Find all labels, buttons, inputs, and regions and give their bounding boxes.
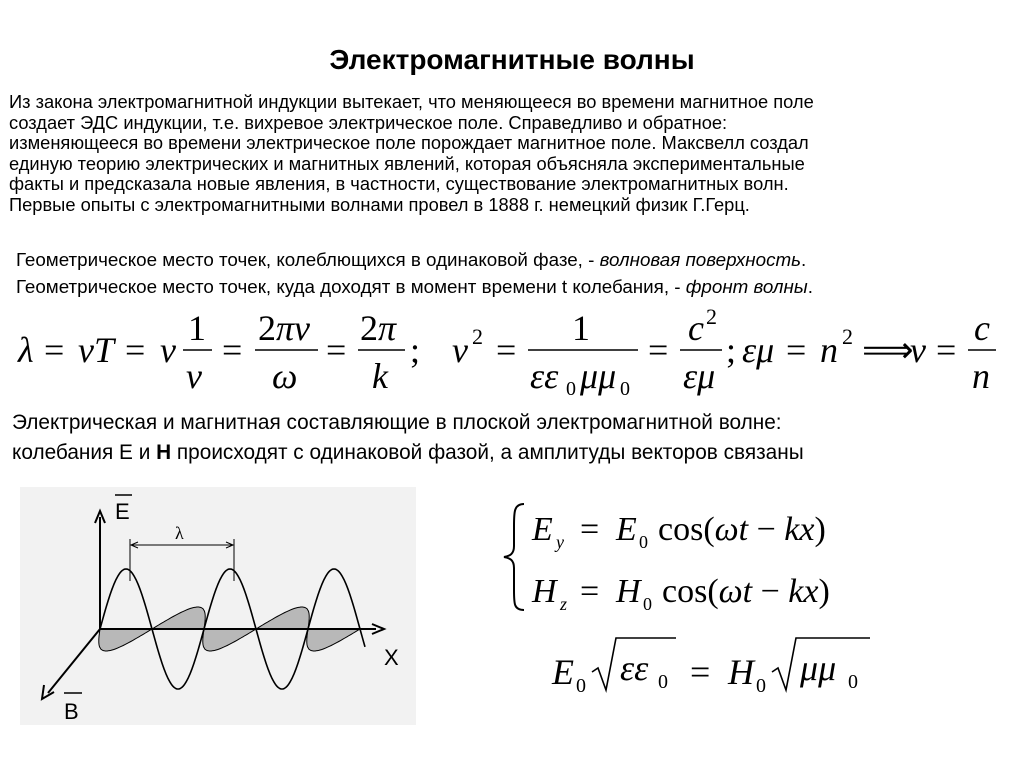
definition-term: волновая поверхность (599, 249, 801, 270)
paragraph-text: колебания E и (12, 441, 157, 464)
paragraph-text: происходят с одинаковой фазой, а амплитуды векторов связаны (171, 441, 804, 464)
svg-text:0: 0 (639, 532, 648, 552)
svg-text:2π: 2π (360, 308, 397, 348)
amplitude-relation (540, 628, 900, 698)
e-axis-label: E (115, 499, 130, 524)
svg-text:0: 0 (643, 594, 652, 614)
svg-text:y: y (556, 532, 564, 552)
intro-line: создает ЭДС индукции, т.е. вихревое электрическое поле. Справедливо и обратное: (9, 111, 728, 133)
figure-background (20, 487, 416, 725)
b-axis-label: B (64, 699, 79, 724)
svg-text:=: = (44, 330, 65, 370)
definition-text: Геометрическое место точек, колеблющихся в одинаковой фазе, - (16, 249, 600, 270)
definition-suffix: . (807, 276, 813, 297)
svg-text:λ: λ (18, 330, 34, 370)
svg-text:=: = (936, 330, 957, 370)
svg-text:c: c (688, 308, 704, 348)
svg-text:k: k (372, 356, 388, 396)
svg-text:μμ: μμ (580, 356, 617, 396)
intro-paragraph (9, 92, 1019, 216)
svg-text:=: = (648, 330, 669, 370)
svg-text:1: 1 (188, 308, 206, 348)
svg-text:εε: εε (530, 356, 559, 396)
svg-text:εμ: εμ (683, 356, 716, 396)
svg-text:c: c (974, 308, 990, 348)
wave-equations-system (500, 492, 880, 622)
x-axis-label: X (384, 645, 399, 670)
svg-text:ν: ν (186, 356, 202, 396)
svg-text:2: 2 (472, 324, 483, 349)
svg-text:=: = (580, 573, 600, 610)
paragraph-line: Электрическая и магнитная составляющие в плоской электромагнитной волне: (12, 411, 782, 434)
svg-text:⟹: ⟹ (862, 330, 914, 370)
svg-text:;: ; (726, 330, 737, 370)
svg-text:=: = (125, 330, 146, 370)
svg-text:n: n (820, 330, 838, 370)
svg-text:H: H (532, 573, 557, 610)
svg-text:z: z (560, 594, 568, 614)
paragraph-bold: H (156, 441, 172, 464)
svg-text:=: = (580, 511, 600, 548)
svg-text:v: v (910, 330, 926, 370)
svg-text:1: 1 (572, 308, 590, 348)
svg-text:0: 0 (566, 378, 576, 400)
svg-text:H: H (728, 652, 754, 692)
field-components-paragraph (12, 408, 1022, 468)
wavelength-velocity-formula (0, 300, 1024, 400)
svg-text:cos(ωt − kx): cos(ωt − kx) (662, 573, 830, 610)
svg-text:2πν: 2πν (258, 308, 311, 348)
svg-text:2: 2 (842, 324, 853, 349)
intro-line: изменяющееся во времени электрическое поле порождает магнитное поле. Максвелл создал (9, 132, 809, 154)
svg-text:H: H (616, 573, 641, 610)
svg-text:E: E (552, 652, 574, 692)
svg-text:0: 0 (848, 671, 858, 693)
svg-text:εε: εε (620, 648, 649, 688)
definitions (16, 246, 1016, 300)
definition-wave-front (16, 273, 1016, 300)
svg-text:=: = (496, 330, 517, 370)
system-brace (504, 504, 524, 610)
svg-text:=: = (690, 652, 711, 692)
definition-suffix: . (801, 249, 807, 270)
definition-wave-surface (16, 246, 1016, 273)
svg-text:n: n (972, 356, 990, 396)
paragraph-line (12, 438, 1022, 468)
svg-text:ω: ω (272, 356, 298, 396)
page-title: Электромагнитные волны (329, 44, 695, 75)
svg-text:0: 0 (756, 675, 766, 697)
svg-text:E: E (616, 511, 637, 548)
svg-text:μμ: μμ (800, 648, 837, 688)
svg-text:2: 2 (706, 304, 717, 329)
svg-text:0: 0 (576, 675, 586, 697)
definition-text: Геометрическое место точек, куда доходят в момент времени t колебания, - (16, 276, 686, 297)
svg-text:0: 0 (620, 378, 630, 400)
svg-text:εμ: εμ (742, 330, 775, 370)
wavelength-label: λ (175, 523, 184, 543)
definition-term: фронт волны (685, 276, 808, 297)
em-wave-diagram (20, 487, 416, 725)
svg-text:=: = (786, 330, 807, 370)
svg-text:=: = (222, 330, 243, 370)
svg-text:v: v (160, 330, 176, 370)
svg-text:;: ; (410, 330, 421, 370)
svg-text:vT: vT (78, 330, 114, 370)
svg-text:v: v (452, 330, 468, 370)
intro-line: Первые опыты с электромагнитными волнами провел в 1888 г. немецкий физик Г.Герц. (9, 193, 750, 215)
svg-text:0: 0 (658, 671, 668, 693)
svg-text:cos(ωt − kx): cos(ωt − kx) (658, 511, 826, 548)
intro-line: факты и предсказала новые явления, в частности, существование электромагнитных волн. (9, 173, 789, 195)
svg-text:=: = (326, 330, 347, 370)
intro-line: Из закона электромагнитной индукции вытекает, что меняющееся во времени магнитное поле (9, 91, 814, 112)
intro-line: единую теорию электрических и магнитных явлений, которая объясняла экспериментальные (9, 152, 805, 174)
svg-text:E: E (532, 511, 553, 548)
